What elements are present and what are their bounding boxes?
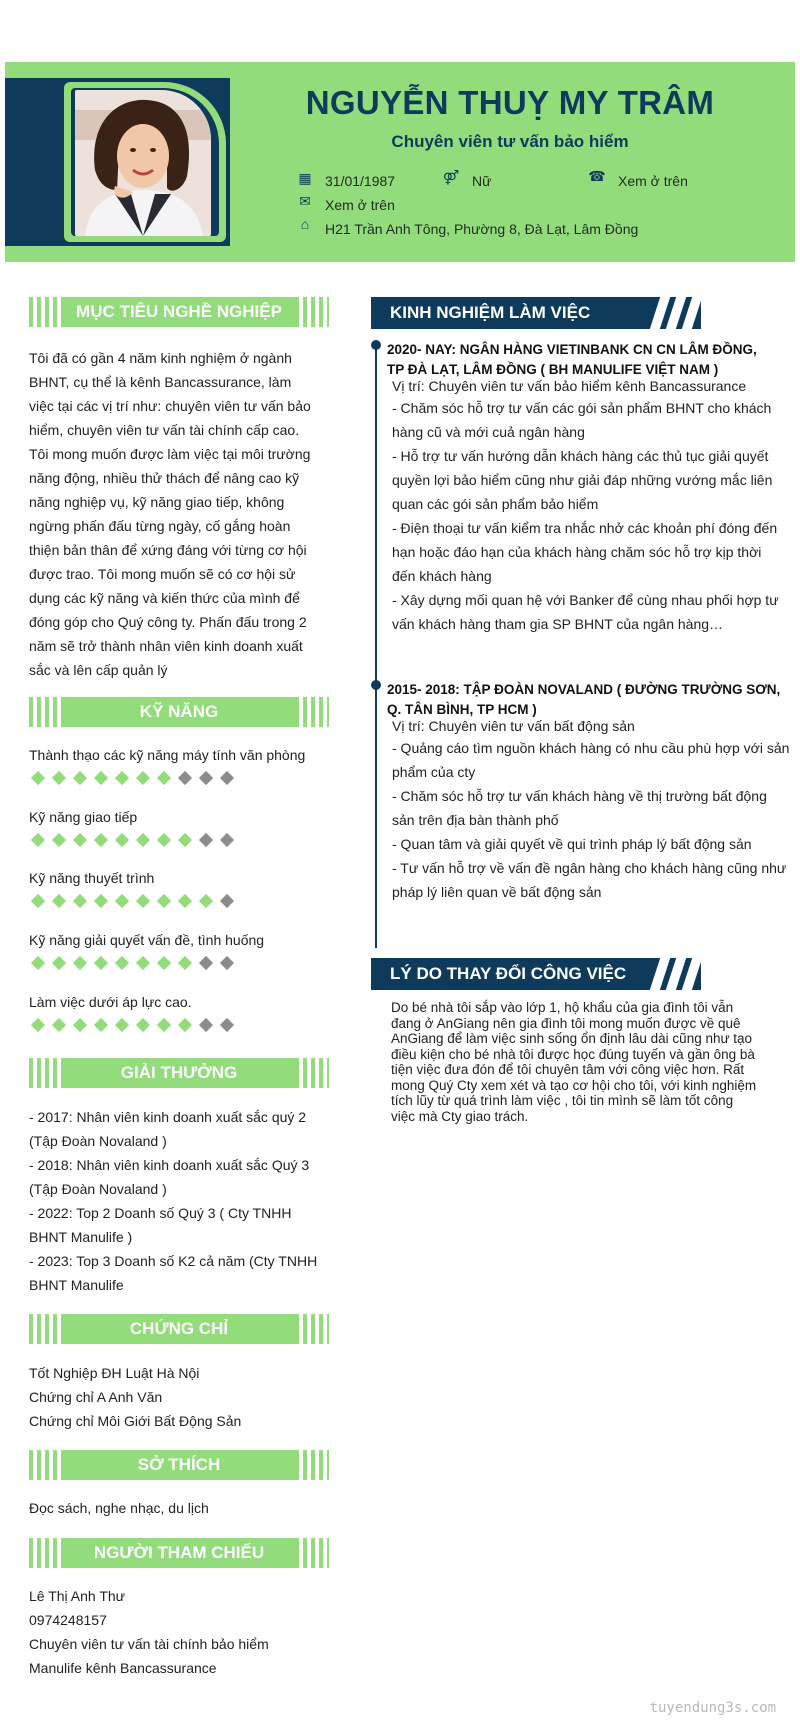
skill-label: Làm việc dưới áp lực cao.: [29, 994, 192, 1010]
awards-heading: GIẢI THƯỞNG: [29, 1058, 329, 1088]
skill-label: Thành thạo các kỹ năng máy tính văn phòng: [29, 747, 306, 763]
reason-text: Do bé nhà tôi sắp vào lớp 1, hộ khẩu của gia đình tôi vẫn đang ở AnGiang nên gia đình tôi mong muốn được về quê AnGiang để làm việc sinh sống ổn định lâu dài cũng như tạo điều kiện cho bé nhà tôi được học đúng tuyến và gần ông bà tiện việc đưa đón để tôi chuyên tâm với công việc hơn. Rất mong Quý Cty xem xét và tạo cơ hội cho tôi, với kinh nghiệm tích lũy từ quá trình làm việc , tôi tin mình sẽ làm tốt công việc mà Cty giao trách.: [391, 1000, 757, 1124]
candidate-title: Chuyên viên tư vấn bảo hiểm: [391, 132, 629, 151]
skill-diamond: [73, 956, 87, 970]
skill-diamond: [220, 833, 234, 847]
skill-diamond: [220, 894, 234, 908]
skill-label: Kỹ năng thuyết trình: [29, 870, 155, 886]
skill-diamond: [178, 771, 192, 785]
skill-diamond: [52, 1018, 66, 1032]
skill-diamond: [31, 1018, 45, 1032]
skill-diamond: [157, 833, 171, 847]
gender-value: Nữ: [472, 173, 492, 189]
skill-diamond: [52, 894, 66, 908]
skill-diamond: [115, 833, 129, 847]
calendar-icon: ▦: [298, 170, 312, 186]
skills-heading: KỸ NĂNG: [29, 697, 329, 727]
email-value: Xem ở trên: [325, 197, 395, 213]
hobbies-heading: SỞ THÍCH: [29, 1450, 329, 1480]
phone-icon: ☎: [588, 168, 606, 184]
skill-diamond: [199, 956, 213, 970]
job-duties: - Quảng cáo tìm nguồn khách hàng có nhu cầu phù hợp với sản phẩm của cty - Chăm sóc hỗ trợ tư vấn khách hàng về thị trường bất động sản trên địa bàn thành phố - Quan tâm và giải quyết về qui trình pháp lý bất động sản - Tư vấn hỗ trợ về vấn đề ngân hàng cho khách hàng cũng như pháp lý liên quan về bất động sản: [392, 740, 790, 900]
job-duties: - Chăm sóc hỗ trợ tư vấn các gói sản phẩm BHNT cho khách hàng cũ và mới cuả ngân hàng - Hỗ trợ tư vấn hướng dẫn khách hàng các thủ tục giải quyết quyền lợi bảo hiểm cũng như giải đáp những vướng mắc liên quan các gói sản phẩm bảo hiểm - Điện thoại tư vấn kiểm tra nhắc nhở các khoản phí đóng đến hạn hoặc đáo hạn của khách hàng chăm sóc hỗ trợ kịp thời đến khách hàng - Xây dựng mối quan hệ với Banker để cùng nhau phối hợp tư vấn khách hàng tham gia SP BHNT của ngân hàng…: [392, 400, 779, 632]
skill-diamond: [157, 1018, 171, 1032]
skill-diamond: [73, 1018, 87, 1032]
gender-icon: ⚤: [442, 169, 460, 185]
skill-diamond: [136, 956, 150, 970]
awards-text: - 2017: Nhân viên kinh doanh xuất sắc quý 2 (Tập Đoàn Novaland ) - 2018: Nhân viên kinh doanh xuất sắc Quý 3 (Tập Đoàn Novaland ) - 2022: Top 2 Doanh số Quý 3 ( Cty TNHH BHNT Manulife ) - 2023: Top 3 Doanh số K2 cả năm (Cty TNHH BHNT Manulife: [29, 1109, 318, 1293]
skill-diamond: [199, 894, 213, 908]
references-heading: NGƯỜI THAM CHIẾU: [29, 1538, 329, 1568]
skill-diamond: [178, 1018, 192, 1032]
skill-label: Kỹ năng giao tiếp: [29, 809, 138, 825]
job-role: Vị trí: Chuyên viên tư vấn bất động sản: [392, 718, 635, 734]
skill-diamond: [31, 894, 45, 908]
skill-diamond: [52, 833, 66, 847]
skill-diamond: [52, 771, 66, 785]
skill-diamond: [157, 894, 171, 908]
certificates-heading: CHỨNG CHỈ: [29, 1314, 329, 1344]
skill-diamond: [94, 956, 108, 970]
timeline-dot: [371, 680, 381, 690]
skill-diamond: [94, 771, 108, 785]
skill-diamond: [73, 771, 87, 785]
skill-diamond: [199, 771, 213, 785]
skill-diamond: [115, 894, 129, 908]
objective-heading: MỤC TIÊU NGHỀ NGHIỆP: [29, 297, 329, 327]
skill-diamond: [157, 771, 171, 785]
skill-diamond: [157, 956, 171, 970]
job-heading: 2015- 2018: TẬP ĐOÀN NOVALAND ( ĐƯỜNG TRƯỜNG SƠN, Q. TÂN BÌNH, TP HCM ): [387, 682, 781, 717]
skill-diamond: [136, 833, 150, 847]
skill-diamond: [136, 771, 150, 785]
skill-diamond: [94, 833, 108, 847]
skill-diamond: [73, 894, 87, 908]
certificates-text: Tốt Nghiệp ĐH Luật Hà Nội Chứng chỉ A Anh Văn Chứng chỉ Môi Giới Bất Động Sản: [29, 1365, 242, 1429]
skill-diamond: [220, 1018, 234, 1032]
home-icon: ⌂: [300, 216, 310, 232]
dob-value: 31/01/1987: [325, 173, 396, 189]
job-heading: 2020- NAY: NGÂN HÀNG VIETINBANK CN CN LÂM ĐỒNG, TP ĐÀ LẠT, LÂM ĐỒNG ( BH MANULIFE VIỆT NAM ): [387, 342, 757, 377]
reason-heading: LÝ DO THAY ĐỔI CÔNG VIỆC: [371, 958, 701, 990]
envelope-icon: ✉: [299, 193, 311, 209]
skill-diamond: [115, 771, 129, 785]
skill-diamond: [136, 1018, 150, 1032]
skill-diamond: [31, 771, 45, 785]
skill-diamond: [31, 833, 45, 847]
experience-heading: KINH NGHIỆM LÀM VIỆC: [371, 297, 701, 329]
phone-value: Xem ở trên: [618, 173, 688, 189]
avatar: [75, 90, 211, 236]
address-value: H21 Trần Anh Tông, Phường 8, Đà Lạt, Lâm Đồng: [325, 221, 639, 237]
skill-diamond: [115, 1018, 129, 1032]
watermark: tuyendung3s.com: [649, 1700, 776, 1716]
candidate-name: NGUYỄN THUỴ MY TRÂM: [305, 84, 715, 121]
skill-label: Kỹ năng giải quyết vấn đề, tình huống: [29, 932, 265, 948]
skill-diamond: [52, 956, 66, 970]
hobbies-text: Đọc sách, nghe nhạc, du lịch: [29, 1500, 209, 1516]
skill-diamond: [115, 956, 129, 970]
skill-diamond: [94, 894, 108, 908]
timeline-dot: [371, 340, 381, 350]
references-text: Lê Thị Anh Thư 0974248157 Chuyên viên tư vấn tài chính bảo hiểm Manulife kênh Bancassurance: [29, 1588, 269, 1676]
skill-diamond: [199, 833, 213, 847]
skill-diamond: [220, 956, 234, 970]
skill-diamond: [73, 833, 87, 847]
skill-diamond: [94, 1018, 108, 1032]
skill-diamond: [199, 1018, 213, 1032]
skill-diamond: [31, 956, 45, 970]
skill-diamond: [178, 894, 192, 908]
skill-diamond: [136, 894, 150, 908]
job-role: Vị trí: Chuyên viên tư vấn bảo hiểm kênh Bancassurance: [392, 378, 747, 394]
objective-text: Tôi đã có gần 4 năm kinh nghiệm ở ngành BHNT, cụ thể là kênh Bancassurance, làm việc tại các vị trí như: chuyên viên tư vấn bảo hiểm, chuyên viên tư vấn tài chính cấp cao. Tôi mong muốn được làm việc tại môi trường năng động, nhiều thử thách để nâng cao kỹ năng nghiệp vụ, kỹ năng giao tiếp, không ngừng phấn đấu từng ngày, cố gắng hoàn thiện bản thân để xứng đáng với từng cơ hội được trao. Tôi mong muốn sẽ có cơ hội sử dụng các kỹ năng và kiến thức của mình để đóng góp cho Quý công ty. Phấn đấu trong 2 năm sẽ trở thành nhân viên kinh doanh xuất sắc và lên cấp quản lý: [29, 350, 311, 678]
skill-diamond: [220, 771, 234, 785]
skill-diamond: [178, 956, 192, 970]
timeline-line: [375, 344, 377, 948]
skill-diamond: [178, 833, 192, 847]
